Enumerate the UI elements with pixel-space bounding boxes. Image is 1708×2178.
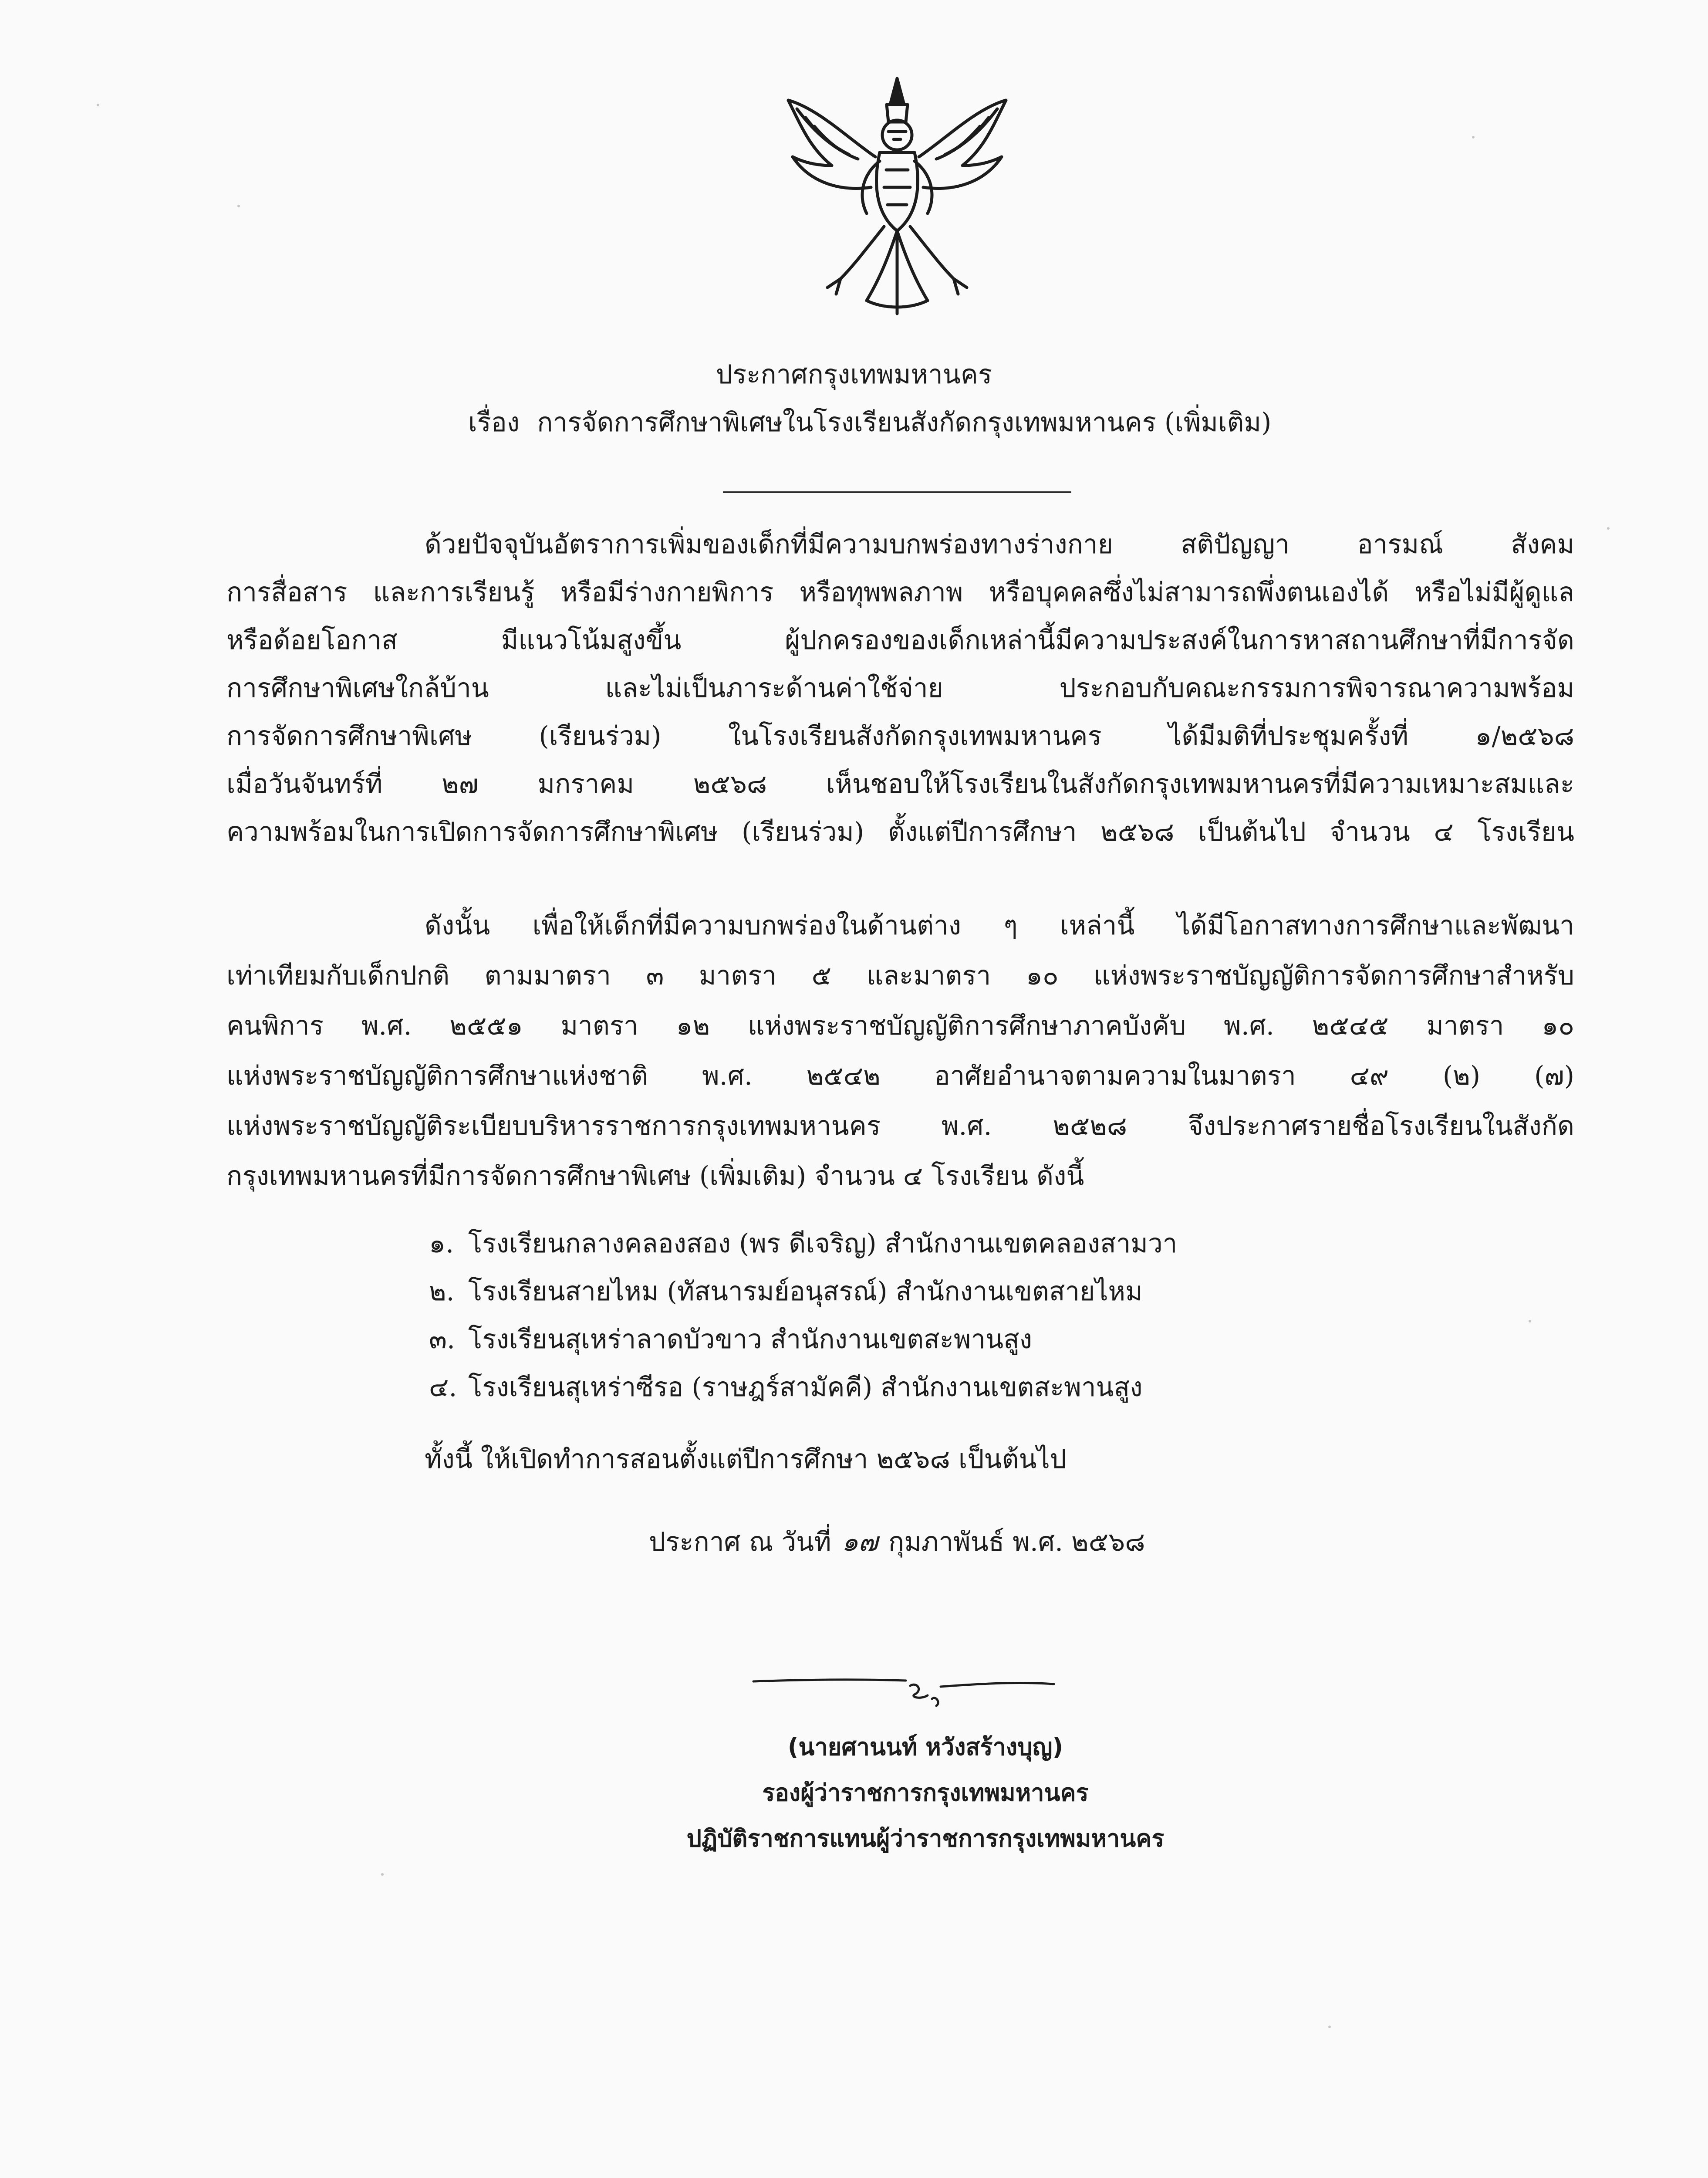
title-underline: [723, 491, 1071, 493]
document-title: ประกาศกรุงเทพมหานคร: [716, 359, 992, 390]
scan-speck: [97, 104, 99, 106]
announcement-date: [649, 1525, 1145, 1559]
subject-text: การจัดการศึกษาพิเศษในโรงเรียนสังกัดกรุงเทพมหานคร (เพิ่มเติม): [537, 407, 1272, 438]
scan-speck: [1328, 2026, 1331, 2028]
paragraph-line: เมื่อวันจันทร์ที่ ๒๗ มกราคม ๒๕๖๘ เห็นชอบให้โรงเรียนในสังกัดกรุงเทพมหานครที่มีความเหมาะสมและ: [226, 769, 1574, 799]
paragraph-line: ดังนั้น เพื่อให้เด็กที่มีความบกพร่องในด้านต่าง ๆ เหล่านี้ ได้มีโอกาสทางการศึกษาและพัฒนา: [425, 910, 1574, 941]
signatory-acting: ปฏิบัติราชการแทนผู้ว่าราชการกรุงเทพมหานคร: [686, 1825, 1165, 1852]
paragraph-line: ด้วยปัจจุบันอัตราการเพิ่มของเด็กที่มีความบกพร่องทางร่างกาย สติปัญญา อารมณ์ สังคม: [425, 529, 1574, 560]
list-item-number: ๒.: [429, 1276, 455, 1307]
paragraph-line: เท่าเทียมกับเด็กปกติ ตามมาตรา ๓ มาตรา ๕ และมาตรา ๑๐ แห่งพระราชบัญญัติการจัดการศึกษาสำหรับ: [226, 960, 1574, 991]
scan-speck: [1607, 527, 1610, 530]
scan-speck: [1472, 136, 1475, 139]
list-item-number: ๓.: [429, 1324, 456, 1355]
paragraph-line: แห่งพระราชบัญญัติการศึกษาแห่งชาติ พ.ศ. ๒๕๔๒ อาศัยอำนาจตามความในมาตรา ๔๙ (๒) (๗): [226, 1061, 1574, 1091]
subject-line: [468, 405, 1271, 440]
list-item-text: โรงเรียนสุเหร่าซีรอ (ราษฎร์สามัคคี) สำนักงานเขตสะพานสูง: [468, 1372, 1143, 1403]
date-month-year: กุมภาพันธ์ พ.ศ. ๒๕๖๘: [888, 1527, 1145, 1557]
list-item: [429, 1322, 1032, 1357]
paragraph-line: การสื่อสาร และการเรียนรู้ หรือมีร่างกายพิการ หรือทุพพลภาพ หรือบุคคลซึ่งไม่สามารถพึ่งตนเองได้ หรือไม่มีผู้ดูแล: [226, 577, 1574, 608]
signatory-position: รองผู้ว่าราชการกรุงเทพมหานคร: [762, 1779, 1089, 1806]
scan-speck: [381, 1873, 384, 1876]
garuda-emblem: [780, 74, 1015, 322]
list-item: [429, 1226, 1177, 1261]
paragraph-line: กรุงเทพมหานครที่มีการจัดการศึกษาพิเศษ (เพิ่มเติม) จำนวน ๔ โรงเรียน ดังนี้: [226, 1161, 1084, 1191]
list-item: [429, 1370, 1143, 1405]
list-item-text: โรงเรียนกลางคลองสอง (พร ดีเจริญ) สำนักงานเขตคลองสามวา: [468, 1228, 1178, 1259]
paragraph-line: การจัดการศึกษาพิเศษ (เรียนร่วม) ในโรงเรียนสังกัดกรุงเทพมหานคร ได้มีมติที่ประชุมครั้งที่ ๑/๒๕๖๘: [226, 721, 1574, 751]
list-item-text: โรงเรียนสุเหร่าลาดบัวขาว สำนักงานเขตสะพานสูง: [468, 1324, 1033, 1355]
subject-label: เรื่อง: [468, 407, 520, 438]
handwritten-signature: [749, 1664, 1063, 1712]
scan-speck: [237, 205, 240, 207]
list-item: [429, 1274, 1143, 1309]
list-item-number: ๑.: [429, 1228, 454, 1259]
paragraph-line: คนพิการ พ.ศ. ๒๕๕๑ มาตรา ๑๒ แห่งพระราชบัญญัติการศึกษาภาคบังคับ พ.ศ. ๒๕๔๕ มาตรา ๑๐: [226, 1011, 1574, 1041]
signatory-name: (นายศานนท์ หวังสร้างบุญ): [787, 1733, 1063, 1761]
closing-line: ทั้งนี้ ให้เปิดทำการสอนตั้งแต่ปีการศึกษา ๒๕๖๘ เป็นต้นไป: [425, 1444, 1067, 1475]
list-item-text: โรงเรียนสายไหม (ทัสนารมย์อนุสรณ์) สำนักงานเขตสายไหม: [468, 1276, 1143, 1307]
paragraph-line: ความพร้อมในการเปิดการจัดการศึกษาพิเศษ (เรียนร่วม) ตั้งแต่ปีการศึกษา ๒๕๖๘ เป็นต้นไป จำนวน ๔ โรงเรียน: [226, 817, 1574, 847]
list-item-number: ๔.: [429, 1372, 457, 1403]
paragraph-line: แห่งพระราชบัญญัติระเบียบบริหารราชการกรุงเทพมหานคร พ.ศ. ๒๕๒๘ จึงประกาศรายชื่อโรงเรียนในสังกัด: [226, 1111, 1574, 1141]
paragraph-line: หรือด้อยโอกาส มีแนวโน้มสูงขึ้น ผู้ปกครองของเด็กเหล่านี้มีความประสงค์ในการหาสถานศึกษาที่มีการจัด: [226, 625, 1574, 656]
date-prefix: ประกาศ ณ วันที่: [649, 1527, 831, 1557]
date-day: ๑๗: [841, 1527, 878, 1557]
scan-speck: [1529, 1320, 1531, 1322]
paragraph-line: การศึกษาพิเศษใกล้บ้าน และไม่เป็นภาระด้านค่าใช้จ่าย ประกอบกับคณะกรรมการพิจารณาความพร้อม: [226, 673, 1574, 703]
